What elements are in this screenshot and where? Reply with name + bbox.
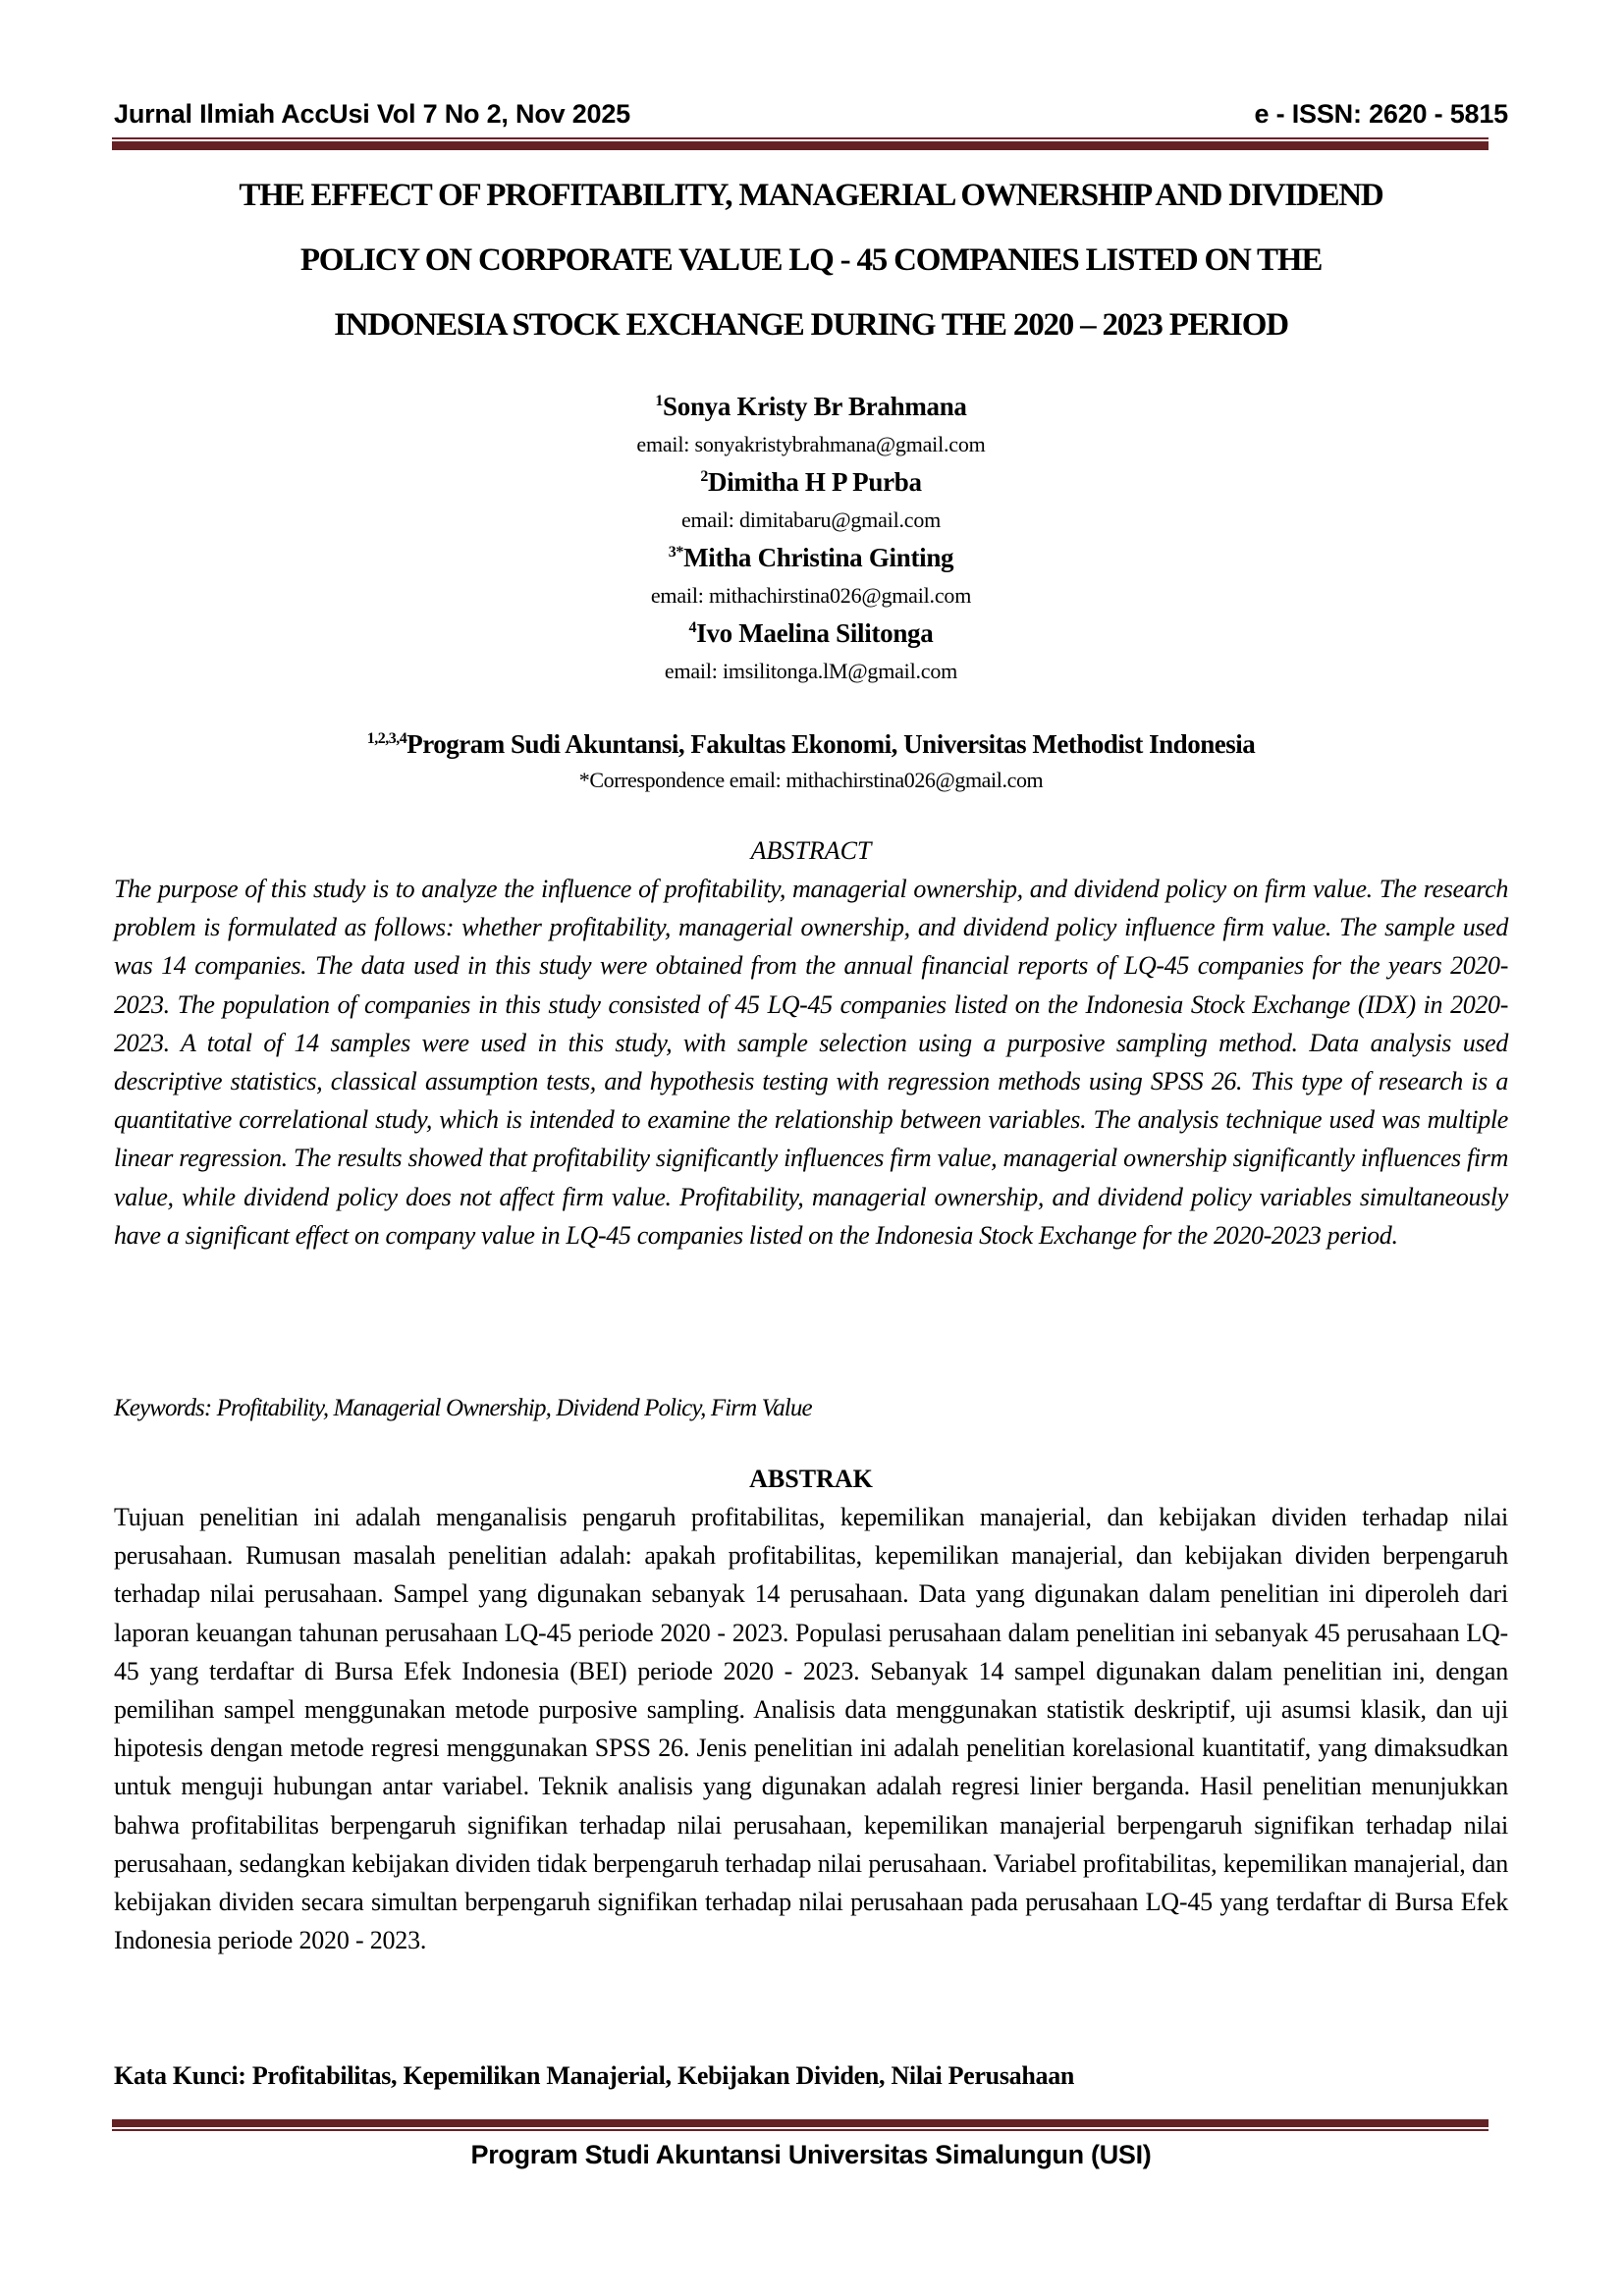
abstract-body: The purpose of this study is to analyze the influence of profitability, managerial ownership, and dividend policy on firm value. The research problem is formulated as follows: whether profitability, managerial ownership, and dividend policy influence firm value. The sample used was 14 companies. The data used in this study were obtained from the annual financial reports of LQ-45 companies for the years 2020-2023. The population of companies in this study consisted of 45 LQ-45 companies listed on the Indonesia Stock Exchange (IDX) in 2020-2023. A total of 14 samples were used in this study, with sample selection using a purposive sampling method. Data analysis used descriptive statistics, classical assumption tests, and hypothesis testing with regression methods using SPSS 26. This type of research is a quantitative correlational study, which is intended to examine the relationship between variables. The analysis technique used was multiple linear regression. The results showed that profitability significantly influences firm value, managerial ownership significantly influences firm value, while dividend policy does not affect firm value. Profitability, managerial ownership, and dividend policy variables simultaneously have a significant effect on company value in LQ-45 companies listed on the Indonesia Stock Exchange for the 2020-2023 period. [114, 875, 1508, 1250]
header-thick-rule [112, 141, 1489, 150]
header-thin-rule [112, 137, 1489, 139]
title-line: POLICY ON CORPORATE VALUE LQ - 45 COMPANIES LISTED ON THE [299, 242, 1323, 278]
issn: e - ISSN: 2620 - 5815 [1254, 98, 1508, 129]
author-name: $^2$Dimitha H P Purba [700, 467, 922, 497]
title-line: INDONESIA STOCK EXCHANGE DURING THE 2020 – 2023 PERIOD [334, 307, 1288, 343]
abstract-heading: ABSTRACT [750, 836, 872, 865]
author-mark: 1 [655, 393, 664, 409]
author-email: email: imsilitonga.lM@gmail.com [664, 659, 958, 683]
author-name: $^{3*}$Mitha Christina Ginting [668, 543, 954, 572]
abstrak-body: Tujuan penelitian ini adalah menganalisis pengaruh profitabilitas, kepemilikan manajerial, dan kebijakan dividen terhadap nilai perusahaan. Rumusan masalah penelitian adalah: apakah profitabilitas, kepemilikan manajerial, dan kebijakan dividen berpengaruh terhadap nilai perusahaan. Sampel yang digunakan sebanyak 14 perusahaan. Data yang digunakan dalam penelitian ini diperoleh dari laporan keuangan tahunan perusahaan LQ-45 periode 2020 - 2023. Populasi perusahaan dalam penelitian ini sebanyak 45 perusahaan LQ-45 yang terdaftar di Bursa Efek Indonesia (BEI) periode 2020 - 2023. Sebanyak 14 sampel digunakan dalam penelitian ini, dengan pemilihan sampel menggunakan metode purposive sampling. Analisis data menggunakan statistik deskriptif, uji asumsi klasik, dan uji hipotesis dengan metode regresi menggunakan SPSS 26. Jenis penelitian ini adalah penelitian korelasional kuantitatif, yang dimaksudkan untuk menguji hubungan antar variabel. Teknik analisis yang digunakan adalah regresi linier berganda. Hasil penelitian menunjukkan bahwa profitabilitas berpengaruh signifikan terhadap nilai perusahaan, kepemilikan manajerial berpengaruh signifikan terhadap nilai perusahaan, sedangkan kebijakan dividen tidak berpengaruh terhadap nilai perusahaan. Variabel profitabilitas, kepemilikan manajerial, dan kebijakan dividen secara simultan berpengaruh signifikan terhadap nilai perusahaan pada perusahaan LQ-45 yang terdaftar di Bursa Efek Indonesia periode 2020 - 2023. [114, 1503, 1508, 1955]
affiliation-block [114, 726, 1508, 799]
journal-name: Jurnal Ilmiah AccUsi Vol 7 No 2, Nov 2025 [114, 98, 630, 129]
abstrak-heading: ABSTRAK [749, 1465, 873, 1493]
author-email: email: sonyakristybrahmana@gmail.com [636, 432, 986, 456]
affiliation-mark: 1,2,3,4 [366, 730, 407, 747]
page-footer: Program Studi Akuntansi Universitas Simalungun (USI) [470, 2140, 1152, 2169]
author-email: email: mithachirstina026@gmail.com [650, 583, 972, 608]
paper-title [114, 163, 1508, 357]
author-email: email: dimitabaru@gmail.com [680, 507, 942, 532]
footer-thin-rule [112, 2129, 1489, 2131]
author-mark: 3* [668, 544, 684, 561]
affiliation: $^{1,2,3,4}$Program Sudi Akuntansi, Fakultas Ekonomi, Universitas Methodist Indonesia [366, 729, 1256, 759]
author-name: $^1$Sonya Kristy Br Brahmana [655, 392, 967, 421]
correspondence-email: *Correspondence email: mithachirstina026@gmail.com [578, 768, 1044, 792]
author-list [114, 388, 1508, 690]
abstrak-keywords: Kata Kunci: Profitabilitas, Kepemilikan Manajerial, Kebijakan Dividen, Nilai Perusahaan [114, 2061, 1075, 2090]
title-line: THE EFFECT OF PROFITABILITY, MANAGERIAL OWNERSHIP AND DIVIDEND [239, 178, 1383, 213]
abstract-keywords: Keywords: Profitability, Managerial Ownership, Dividend Policy, Firm Value [114, 1395, 812, 1421]
footer-thick-rule [112, 2119, 1489, 2127]
running-header [114, 96, 1508, 132]
author-name: $^4$Ivo Maelina Silitonga [688, 618, 934, 648]
author-mark: 2 [700, 468, 709, 485]
author-mark: 4 [688, 619, 697, 636]
